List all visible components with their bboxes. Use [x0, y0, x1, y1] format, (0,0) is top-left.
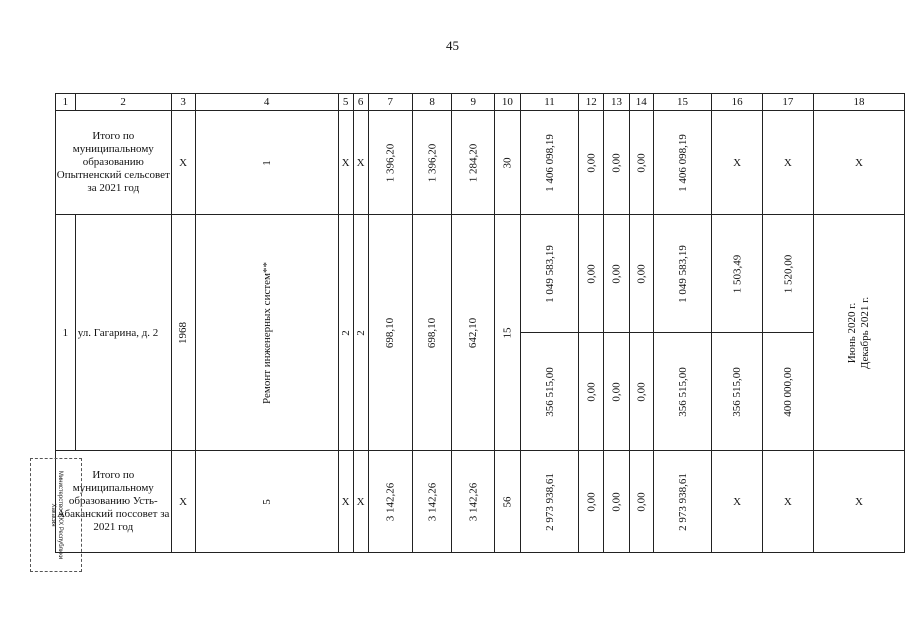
cell-c13: 0,00: [610, 152, 623, 173]
header-cell: 10: [495, 94, 520, 111]
item-number: 1: [56, 215, 76, 451]
item-top-c11: 1 049 583,19: [543, 244, 556, 303]
header-cell: 12: [579, 94, 604, 111]
item-c5: 2: [339, 329, 352, 336]
header-cell: 18: [813, 94, 904, 111]
item-top-c17: 1 520,00: [781, 254, 794, 293]
item-year: 1968: [177, 321, 190, 344]
cell-c15: 2 973 938,61: [676, 472, 689, 531]
item-top-c15: 1 049 583,19: [676, 244, 689, 303]
header-cell: 7: [368, 94, 412, 111]
official-stamp: [30, 458, 82, 572]
cell-c6: X: [353, 111, 368, 215]
capital-repair-table: [55, 93, 905, 553]
item-top-c16: 1 503,49: [731, 254, 744, 293]
header-cell: 6: [353, 94, 368, 111]
stamp-text: Министерство ЖКХ Республики Хакасия: [50, 470, 63, 560]
cell-c7: 3 142,26: [384, 482, 397, 521]
cell-c8: 3 142,26: [426, 482, 439, 521]
cell-c17: X: [762, 111, 813, 215]
cell-c3: X: [171, 451, 195, 553]
item-bottom-c13: 0,00: [610, 381, 623, 402]
cell-c17: X: [762, 451, 813, 553]
header-cell: 11: [520, 94, 579, 111]
total-row-ust-abakan: [56, 451, 905, 553]
header-cell: 15: [653, 94, 712, 111]
cell-c11: 1 406 098,19: [543, 133, 556, 192]
cell-c14: 0,00: [635, 491, 648, 512]
header-cell: 9: [452, 94, 495, 111]
header-cell: 2: [75, 94, 171, 111]
total-label: Итого по муниципальному образованию Опытненский сельсовет за 2021 год: [56, 111, 172, 215]
cell-c18: X: [813, 451, 904, 553]
page-number: 45: [446, 38, 459, 53]
item-bottom-c15: 356 515,00: [676, 366, 689, 417]
item-top-c12: 0,00: [585, 263, 598, 284]
item-bottom-c12: 0,00: [585, 381, 598, 402]
cell-c15: 1 406 098,19: [676, 133, 689, 192]
cell-c3: X: [171, 111, 195, 215]
cell-c18: X: [813, 111, 904, 215]
header-cell: 8: [412, 94, 452, 111]
cell-c11: 2 973 938,61: [543, 472, 556, 531]
item-bottom-c11: 356 515,00: [543, 366, 556, 417]
item-period: Июнь 2020 г. Декабрь 2021 г.: [845, 296, 871, 369]
item-top-c13: 0,00: [610, 263, 623, 284]
header-cell: 5: [338, 94, 353, 111]
cell-c5: X: [338, 451, 353, 553]
cell-c10: 56: [501, 496, 514, 507]
header-cell: 14: [629, 94, 653, 111]
item-c6: 2: [354, 329, 367, 336]
item-c8: 698,10: [426, 317, 439, 348]
cell-c5: X: [338, 111, 353, 215]
cell-c13: 0,00: [610, 491, 623, 512]
total-label: Итого по муниципальному образованию Усть-Абаканский поссовет за 2021 год: [56, 451, 172, 553]
cell-c4: 1: [260, 159, 273, 166]
cell-c7: 1 396,20: [384, 143, 397, 182]
item-c9: 642,10: [467, 317, 480, 348]
header-cell: 17: [762, 94, 813, 111]
header-cell: 3: [171, 94, 195, 111]
item-c10: 15: [501, 327, 514, 338]
cell-c16: X: [712, 451, 763, 553]
header-row: [56, 94, 905, 111]
cell-c6: X: [353, 451, 368, 553]
item-address: ул. Гагарина, д. 2: [75, 215, 171, 451]
cell-c12: 0,00: [585, 491, 598, 512]
item-bottom-c16: 356 515,00: [731, 366, 744, 417]
cell-c16: X: [712, 111, 763, 215]
cell-c8: 1 396,20: [426, 143, 439, 182]
header-cell: 1: [56, 94, 76, 111]
item-bottom-c17: 400 000,00: [781, 366, 794, 417]
cell-c9: 3 142,26: [467, 482, 480, 521]
header-cell: 4: [195, 94, 338, 111]
item-row-top: [56, 215, 905, 333]
cell-c14: 0,00: [635, 152, 648, 173]
total-row-opytnensky: [56, 111, 905, 215]
cell-c4: 5: [260, 498, 273, 505]
header-cell: 16: [712, 94, 763, 111]
cell-c10: 30: [501, 157, 514, 168]
item-work-type: Ремонт инженерных систем**: [260, 261, 273, 404]
header-cell: 13: [604, 94, 630, 111]
item-top-c14: 0,00: [635, 263, 648, 284]
item-bottom-c14: 0,00: [635, 381, 648, 402]
item-c7: 698,10: [384, 317, 397, 348]
cell-c12: 0,00: [585, 152, 598, 173]
cell-c9: 1 284,20: [467, 143, 480, 182]
